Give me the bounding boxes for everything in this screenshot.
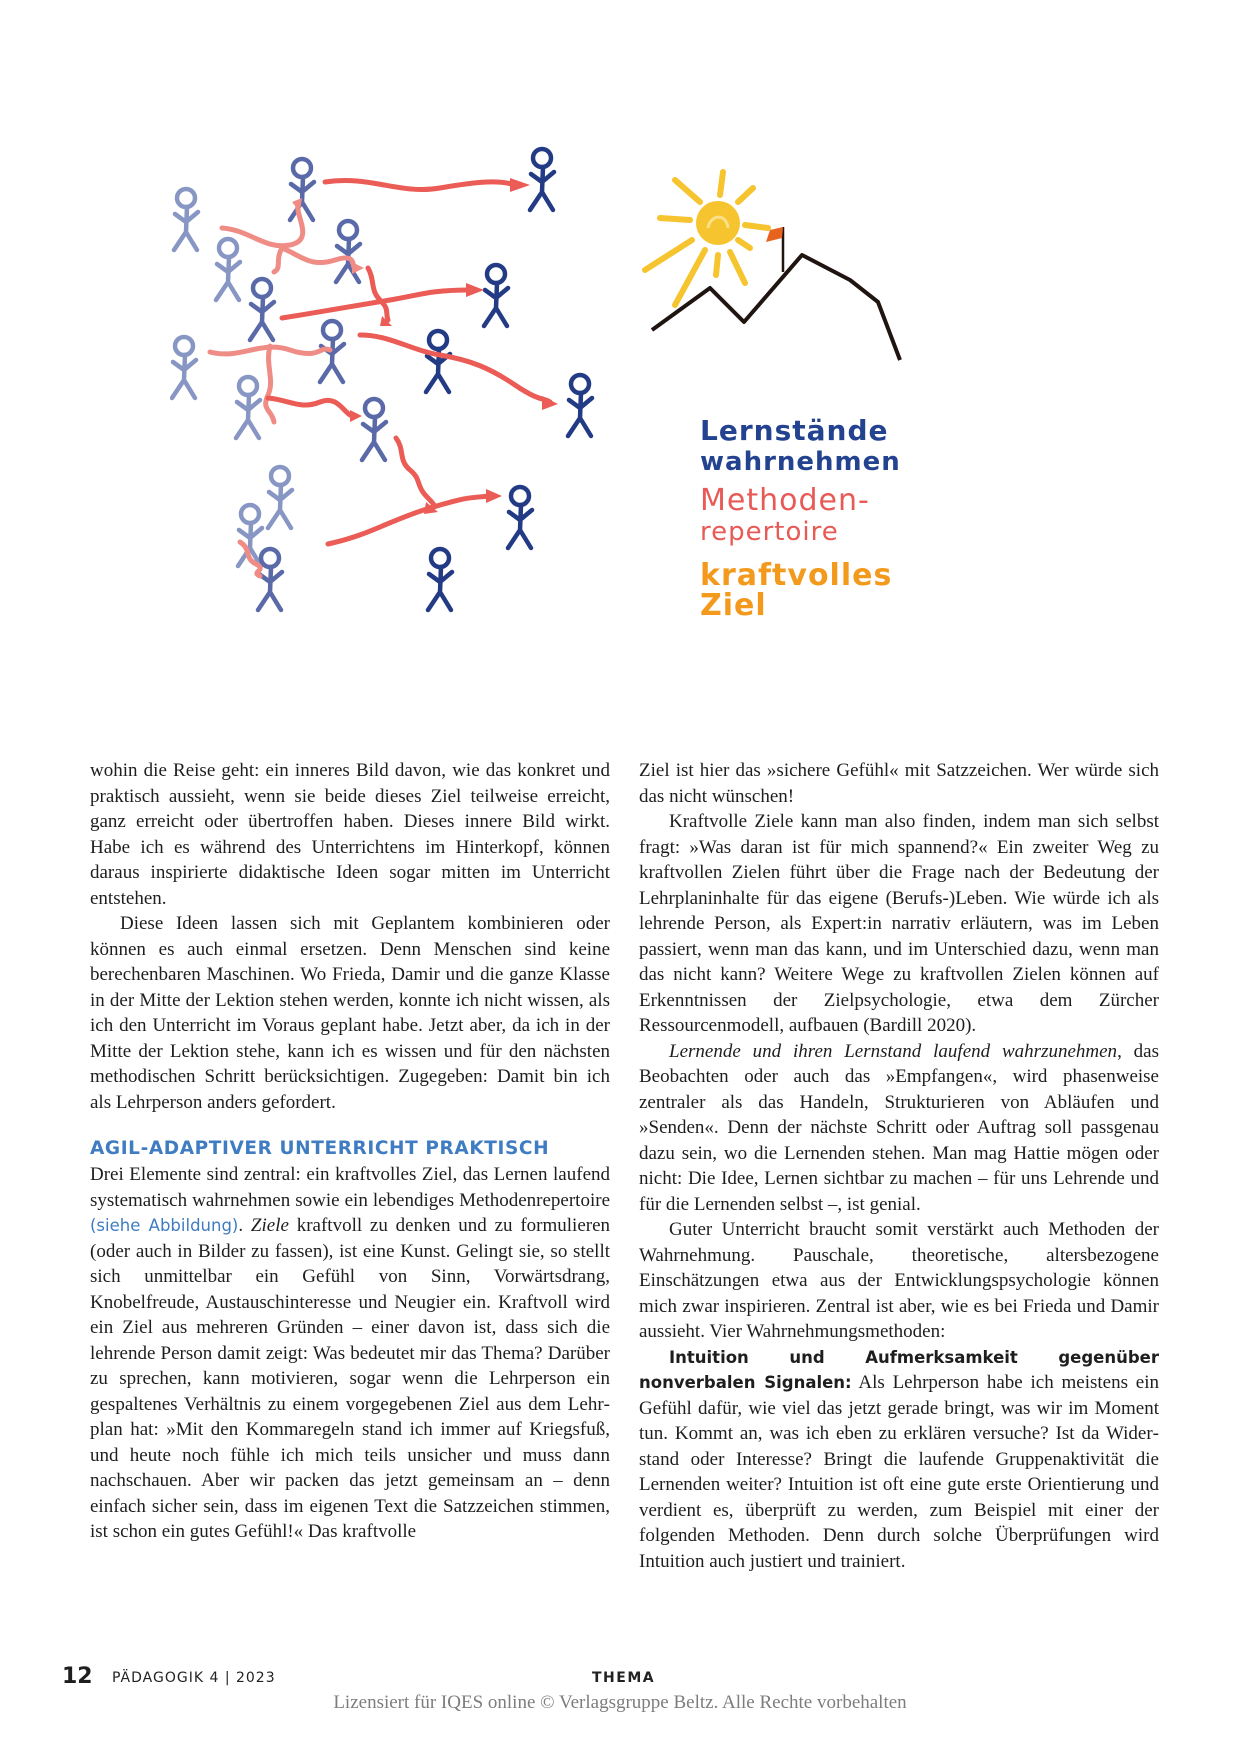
text: , das Beobachten oder auch das »Empfangen«, wird phasenweise zentraler als das Handeln, Strukturieren von Abläufen und »Senden«. Denn der nächste Schritt oder Auftrag soll passgenau dazu sein, wo die Lernenden stehen. Man mag Hattie mögen oder nicht: Die Idee, Lernen sichtbar zu machen – für uns Lehrende und für die Lernenden selbst –, ist genial. (639, 1040, 1159, 1215)
page-number: 12 (62, 1664, 93, 1689)
paragraph: Kraftvolle Ziele kann man also finden, indem man sich selbst fragt: »Was daran ist für mich spannend?« Ein zweiter Weg zu kraftvollen Zielen führt über die Frage nach der Bedeutung der Lehrplaninhalte für das eigene (Berufs-)Leben. Wie würde ich als lehrende Person, als Expert:in narrativ erläutern, was im Leben passiert, wenn man das kann, und im Unterschied dazu, wenn man das nicht kann? Weitere Wege zu kraftvollen Zielen können auf Erkenntnissen der Zielpsychologie, etwa dem Zürcher Ressourcenmodell, aufbauen (Bardill 2020). (639, 811, 1159, 1036)
stick-figure (172, 337, 196, 398)
license-notice: Lizensiert für IQES online © Verlagsgruppe Beltz. Alle Rechte vorbehalten (333, 1692, 907, 1713)
paragraph (639, 1345, 1159, 1575)
progress-arrows (210, 180, 550, 576)
stick-figure (250, 279, 274, 340)
stick-figure (362, 399, 386, 460)
label-goal: kraftvolles (700, 558, 893, 593)
emphasis: Ziele (250, 1215, 289, 1236)
sun-icon (645, 172, 768, 305)
paragraph: wohin die Reise geht: ein inneres Bild davon, wie das konkret und praktisch aussieht, wenn sie beide dieses Ziel teilweise erreicht, ganz erreicht oder übertroffen haben. Dieses innere Bild wirkt. Habe ich es während des Unterrichtens im Hinterkopf, können daraus inspirierte didaktische Ideen sogar mitten im Unterricht entstehen. (90, 760, 610, 909)
emphasis: Lernende und ihren Lernstand laufend wahrzunehmen (669, 1040, 1118, 1062)
illustration-drawing (170, 140, 1030, 700)
stick-figure (258, 549, 282, 610)
stick-figure (428, 549, 452, 610)
mountain-icon (652, 227, 900, 360)
stick-figure (174, 189, 198, 250)
journal-issue: PÄDAGOGIK 4 | 2023 (112, 1670, 276, 1686)
stick-figure (426, 331, 450, 392)
illustration (170, 140, 1030, 700)
stick-figure (336, 221, 360, 282)
label-methods-2: repertoire (700, 517, 839, 547)
arrow (328, 496, 490, 544)
figure-reference-link[interactable]: (siehe Abbildung) (90, 1216, 239, 1235)
stick-figure (290, 159, 314, 220)
stick-figure (236, 377, 260, 438)
left-column (90, 758, 610, 1545)
arrow (266, 346, 274, 422)
stick-figure (568, 375, 592, 436)
arrow (325, 180, 515, 189)
text: . (238, 1215, 251, 1236)
label-goal-2: Ziel (700, 588, 767, 623)
arrow (360, 335, 550, 402)
text: kraftvoll zu denken und zu formulieren (oder auch in Bilder zu fassen), ist eine Kunst. Gelingt sie, so stellt sich unmittelbar ein Gefühl von Sinn, Vorwärtsdrang, Knobelfreude, Austauschinteresse und Neugier ein. Kraftvoll wird ein Ziel aus mehreren Gründen – einer davon ist, dass sich die lehrende Person damit zeigt: Was bedeutet mir das Thema? Darüber zu sprechen, kann motivieren, sogar wenn die Lehrperson ein gespaltenes Verhältnis zu einem vorgegebenen Ziel aus dem Lehrplan hat: »Mit den Kommaregeln stand ich immer auf Kriegsfuß, und heute noch fühle ich mich teils unsicher und muss dann nachschauen. Aber wir packen das jetzt gemeinsam an – denn einfach sicher sein, dass im eigenen Text die Satzzeichen stimmen, ist schon ein gutes Gefühl!« Das kraftvolle (90, 1215, 611, 1542)
paragraph: Diese Ideen lassen sich mit Geplantem kombinieren oder können es auch einmal ersetzen. Denn Menschen sind keine berechenbaren Maschinen. Wo Frieda, Damir und die ganze Klasse in der Mitte der Lektion stehen werden, konnte ich nicht wissen, als ich den Unterricht im Voraus geplant habe. Jetzt aber, da ich in der Mitte der Lektion stehe, kann ich es wissen und für den nächsten methodischen Schritt berücksichtigen. Zugegeben: Damit bin ich als Lehrperson anders gefordert. (90, 913, 610, 1113)
arrow (274, 248, 282, 272)
label-methods: Methoden- (700, 483, 870, 518)
paragraph (639, 1039, 1159, 1218)
paragraph: Ziel ist hier das »sichere Gefühl« mit Satzzeichen. Wer würde sich das nicht wünschen! (639, 760, 1159, 807)
stick-figure (484, 265, 508, 326)
arrow (268, 398, 355, 416)
page-footer (62, 1664, 1182, 1694)
stick-figure (530, 149, 554, 210)
label-perceive-2: wahrnehmen (700, 447, 901, 477)
paragraph (90, 1162, 610, 1545)
paragraph: Guter Unterricht braucht somit verstärkt auch Methoden der Wahrnehmung. Pauschale, theoretische, altersbezogene Einschätzungen etwa aus der Entwicklungspsychologie können mich zwar inspirieren. Zentral ist aber, wie es bei Frieda und Damir aussieht. Vier Wahrnehmungsmethoden: (639, 1219, 1159, 1342)
text: Drei Elemente sind zentral: ein kraftvolles Ziel, das Lernen laufend systematisch wahrnehmen sowie ein lebendiges Methodenrepertoire (90, 1164, 610, 1211)
section-label: THEMA (592, 1670, 656, 1686)
stick-figure (268, 467, 292, 528)
stick-figure (216, 239, 240, 300)
label-perceive: Lernstände (700, 414, 889, 447)
stick-figure (508, 487, 532, 548)
right-column (639, 758, 1159, 1574)
run-in-heading: Intuition und Aufmerksamkeit gegenüber nonverbalen Signalen: (639, 1347, 1159, 1392)
text: Als Lehrperson habe ich meistens ein Gefühl dafür, wie viel das jetzt gerade bringt, was wir im Moment tun. Kommt an, was ich eben zu erklären versuche? Ist da Widerstand oder Interesse? Bringt die laufende Gruppenaktivität die Lernenden weiter? Intuition ist oft eine gute erste Orientierung und verdient es, überprüft zu werden, zum Beispiel mit einer der folgenden Methoden. Denn durch solche Überprüfungen wird Intuition auch justiert und trainiert. (639, 1372, 1159, 1572)
section-heading: AGIL-ADAPTIVER UNTERRICHT PRAKTISCH (90, 1138, 550, 1159)
arrow (396, 438, 434, 508)
arrow (368, 268, 388, 320)
